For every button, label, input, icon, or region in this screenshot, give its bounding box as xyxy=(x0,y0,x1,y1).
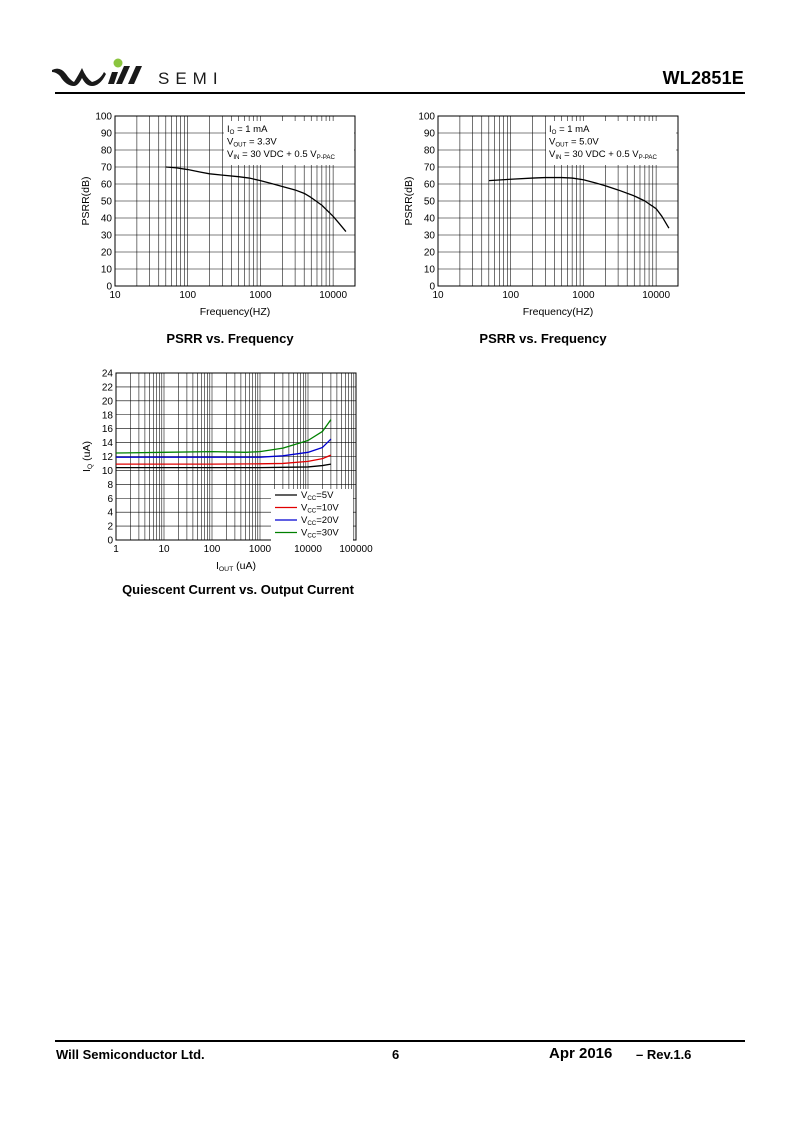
logo-l-mark-1 xyxy=(116,66,130,84)
psrr-chart-3v3-ytick-label: 100 xyxy=(95,111,112,123)
logo-w-mark xyxy=(52,68,106,86)
psrr-chart-5v0-x-axis-label: Frequency(HZ) xyxy=(522,306,594,318)
psrr-chart-3v3-ytick-label: 30 xyxy=(100,230,112,242)
psrr-chart-5v0-xtick-label: 10 xyxy=(432,290,444,301)
psrr-chart-5v0-ytick-label: 80 xyxy=(423,145,435,157)
iq-chart-legend-label-3: $V_{CC}=30V$ xyxy=(301,527,339,540)
logo-i-mark xyxy=(108,72,118,84)
iq-chart-legend-label-0: $V_{CC}=5V$ xyxy=(301,490,334,502)
psrr-chart-3v3-ytick-label: 20 xyxy=(100,247,112,259)
iq-chart-xtick-label: 10 xyxy=(158,544,170,555)
brand-text: SEMI xyxy=(158,69,224,88)
iq-chart-ytick-label: 22 xyxy=(101,382,113,394)
psrr-chart-5v0-ytick-label: 90 xyxy=(423,128,435,140)
iq-chart-ytick-label: 6 xyxy=(107,493,113,505)
psrr-chart-3v3-svg xyxy=(70,108,370,323)
psrr-chart-5v0-svg xyxy=(393,108,693,323)
footer-page-number: 6 xyxy=(392,1047,400,1062)
iq-chart-xtick-label: 1000 xyxy=(248,544,272,555)
psrr-chart-5v0-ytick-label: 100 xyxy=(418,111,435,123)
iq-chart-legend-label-1: $V_{CC}=10V$ xyxy=(301,502,339,515)
iq-chart-ytick-label: 2 xyxy=(107,521,113,533)
iq-chart-x-axis-label: IOUT (uA) xyxy=(215,560,257,573)
psrr-chart-3v3-ytick-label: 40 xyxy=(100,213,112,225)
psrr-chart-3v3-annotation-line-2: $V_{IN} = 30$ VDC + 0.5 $V_{P-PAC}$ xyxy=(227,149,335,161)
iq-chart-svg xyxy=(70,365,390,575)
iq-chart-xtick-label: 100 xyxy=(203,544,221,555)
psrr-chart-5v0-y-axis-label: PSRR(dB) xyxy=(403,176,415,226)
psrr-chart-3v3-ytick-label: 50 xyxy=(100,196,112,208)
iq-chart-xtick-label: 1 xyxy=(113,544,119,555)
psrr-chart-5v0-ytick-label: 50 xyxy=(423,196,435,208)
iq-chart-xtick-label: 10000 xyxy=(294,544,322,555)
psrr-chart-3v3-y-axis-label: PSRR(dB) xyxy=(80,176,92,226)
psrr-chart-5v0-annotation-line-2: $V_{IN} = 30$ VDC + 0.5 $V_{P-PAC}$ xyxy=(549,149,657,161)
iq-chart-ytick-label: 4 xyxy=(107,507,113,519)
will-semi-logo xyxy=(48,56,248,90)
psrr-chart-3v3-ytick-label: 80 xyxy=(100,145,112,157)
iq-chart-ytick-label: 0 xyxy=(107,535,113,547)
psrr-chart-5v0-ytick-label: 40 xyxy=(423,213,435,225)
document-title: WL2851E xyxy=(662,68,744,88)
iq-chart-ytick-label: 10 xyxy=(101,465,113,477)
psrr-chart-3v3-x-axis-label: Frequency(HZ) xyxy=(199,306,271,318)
iq-chart-ytick-label: 24 xyxy=(101,368,113,380)
psrr-chart-5v0-annotation-line-1: $V_{OUT} = 5.0V$ xyxy=(549,136,599,149)
footer-date: Apr 2016 xyxy=(549,1045,613,1062)
psrr-chart-5v0-ytick-label: 30 xyxy=(423,230,435,242)
iq-chart-caption: Quiescent Current vs. Output Current xyxy=(122,582,354,597)
psrr-chart-3v3-xtick-label: 1000 xyxy=(249,290,272,301)
iq-chart-ytick-label: 12 xyxy=(101,452,113,463)
psrr-chart-3v3-xtick-label: 10000 xyxy=(319,290,348,301)
iq-chart-ytick-label: 8 xyxy=(107,479,113,491)
psrr-chart-3v3-xtick-label: 10 xyxy=(109,290,121,301)
header-rule xyxy=(55,92,745,94)
psrr-chart-3v3-ytick-label: 0 xyxy=(106,281,112,293)
psrr-chart-5v0-caption: PSRR vs. Frequency xyxy=(479,331,607,346)
iq-chart-ytick-label: 16 xyxy=(101,424,113,436)
iq-chart-ytick-label: 18 xyxy=(101,410,113,422)
footer-company: Will Semiconductor Ltd. xyxy=(56,1047,205,1062)
psrr-chart-3v3-caption: PSRR vs. Frequency xyxy=(166,331,294,346)
logo-dot-icon xyxy=(114,59,123,68)
psrr-chart-5v0 xyxy=(393,108,693,323)
psrr-chart-5v0-ytick-label: 60 xyxy=(423,179,435,191)
psrr-chart-3v3 xyxy=(70,108,370,323)
logo-l-mark-2 xyxy=(128,66,142,84)
psrr-chart-5v0-xtick-label: 1000 xyxy=(572,290,595,301)
footer-rule xyxy=(55,1040,745,1042)
psrr-chart-3v3-annotation-line-1: $V_{OUT} = 3.3V$ xyxy=(227,136,277,149)
psrr-chart-3v3-ytick-label: 10 xyxy=(100,264,112,276)
psrr-chart-5v0-ytick-label: 10 xyxy=(423,264,435,276)
psrr-chart-3v3-xtick-label: 100 xyxy=(179,290,197,301)
iq-chart-xtick-label: 100000 xyxy=(339,544,373,555)
footer-revision: – Rev.1.6 xyxy=(636,1047,692,1062)
iq-chart-legend-label-2: $V_{CC}=20V$ xyxy=(301,515,339,527)
psrr-chart-3v3-ytick-label: 70 xyxy=(100,162,112,174)
iq-chart xyxy=(70,365,390,575)
iq-chart-ytick-label: 14 xyxy=(101,438,113,450)
psrr-chart-5v0-ytick-label: 70 xyxy=(423,162,435,174)
psrr-chart-3v3-ytick-label: 90 xyxy=(100,128,112,140)
psrr-chart-5v0-annotation-line-0: $I_O = 1$ mA xyxy=(549,124,590,136)
psrr-chart-5v0-xtick-label: 10000 xyxy=(642,290,671,301)
psrr-chart-5v0-ytick-label: 0 xyxy=(429,281,435,293)
psrr-chart-5v0-ytick-label: 20 xyxy=(423,247,435,259)
psrr-chart-5v0-xtick-label: 100 xyxy=(502,290,520,301)
iq-chart-ytick-label: 20 xyxy=(101,396,113,408)
iq-chart-y-axis-label: IQ (uA) xyxy=(81,441,94,472)
psrr-chart-3v3-annotation-line-0: $I_O = 1$ mA xyxy=(227,124,268,136)
psrr-chart-3v3-ytick-label: 60 xyxy=(100,179,112,191)
